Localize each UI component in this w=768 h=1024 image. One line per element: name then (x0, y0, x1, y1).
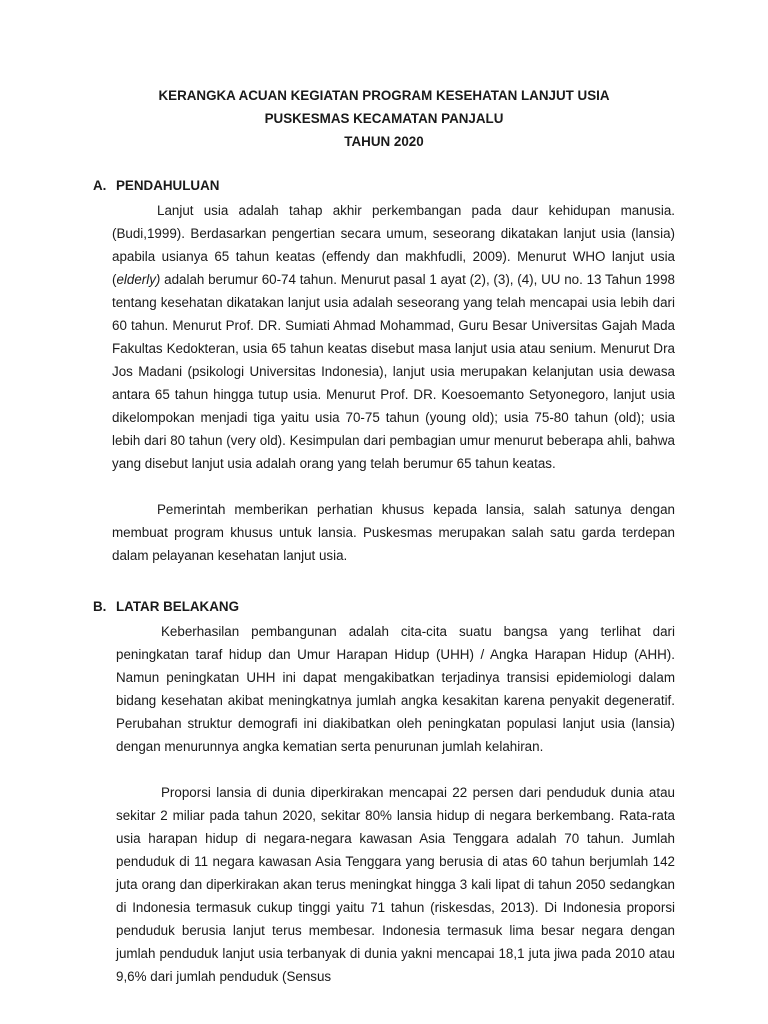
section-a-heading (93, 178, 219, 193)
section-a-p1-italic: elderly) (116, 272, 161, 287)
section-a-p1-text-2: adalah berumur 60-74 tahun. Menurut pasal 1 ayat (2), (3), (4), UU no. 13 Tahun 1998 tentang kesehatan dikatakan lanjut usia adalah seseorang yang telah mencapai usia lebih dari 60 tahun. Menurut Prof. DR. Sumiati Ahmad Mohammad, Guru Besar Universitas Gajah Mada Fakultas Kedokteran, usia 65 tahun keatas disebut masa lanjut usia atau senium. Menurut Dra Jos Madani (psikologi Universitas Indonesia), lanjut usia merupakan kelanjutan usia dewasa antara 65 tahun hingga tutup usia. Menurut Prof. DR. Koesoemanto Setyonegoro, lanjut usia dikelompokan menjadi tiga yaitu usia 70-75 tahun (young old); usia 75-80 tahun (old); usia lebih dari 80 tahun (very old). Kesimpulan dari pembagian umur menurut beberapa ahli, bahwa yang disebut lanjut usia adalah orang yang telah berumur 65 tahun keatas. (112, 272, 675, 471)
section-a-p1-text-1: Lanjut usia adalah tahap akhir perkembangan pada daur kehidupan manusia. (Budi,1999). Berdasarkan pengertian secara umum, seseorang dikatakan lanjut usia (lansia) apabila usianya 65 tahun keatas (effendy dan makhfudli, 2009). Menurut WHO lanjut usia ( (112, 203, 675, 287)
section-b-title: LATAR BELAKANG (116, 599, 239, 614)
document-title (0, 84, 768, 153)
section-a-paragraph-1 (112, 199, 675, 475)
title-line-2: PUSKESMAS KECAMATAN PANJALU (264, 111, 504, 126)
title-line-1: KERANGKA ACUAN KEGIATAN PROGRAM KESEHATAN LANJUT USIA (158, 88, 610, 103)
section-a-paragraph-2: Pemerintah memberikan perhatian khusus kepada lansia, salah satunya dengan membuat program khusus untuk lansia. Puskesmas merupakan salah satu garda terdepan dalam pelayanan kesehatan lanjut usia. (112, 502, 675, 563)
section-a-title: PENDAHULUAN (116, 178, 220, 193)
section-b-paragraph-2: Proporsi lansia di dunia diperkirakan mencapai 22 persen dari penduduk dunia atau sekitar 2 miliar pada tahun 2020, sekitar 80% lansia hidup di negara berkembang. Rata-rata usia harapan hidup di negara-negara kawasan Asia Tenggara adalah 70 tahun. Jumlah penduduk di 11 negara kawasan Asia Tenggara yang berusia di atas 60 tahun berjumlah 142 juta orang dan diperkirakan akan terus meningkat hingga 3 kali lipat di tahun 2050 sedangkan di Indonesia termasuk cukup tinggi yaitu 71 tahun (riskesdas, 2013). Di Indonesia proporsi penduduk berusia lanjut terus membesar. Indonesia termasuk lima besar negara dengan jumlah penduduk lanjut usia terbanyak di dunia yakni mencapai 18,1 juta jiwa pada 2010 atau 9,6% dari jumlah penduduk (Sensus (116, 785, 675, 984)
section-a-letter: A. (93, 178, 107, 193)
section-b-letter: B. (93, 599, 107, 614)
title-line-3: TAHUN 2020 (344, 134, 424, 149)
section-b-heading (93, 599, 239, 614)
section-b-paragraph-1: Keberhasilan pembangunan adalah cita-cita suatu bangsa yang terlihat dari peningkatan taraf hidup dan Umur Harapan Hidup (UHH) / Angka Harapan Hidup (AHH). Namun peningkatan UHH ini dapat mengakibatkan terjadinya transisi epidemiologi dalam bidang kesehatan akibat meningkatnya jumlah angka kesakitan karena penyakit degeneratif. Perubahan struktur demografi ini diakibatkan oleh peningkatan populasi lanjut usia (lansia) dengan menurunnya angka kematian serta penurunan jumlah kelahiran. (116, 624, 675, 754)
